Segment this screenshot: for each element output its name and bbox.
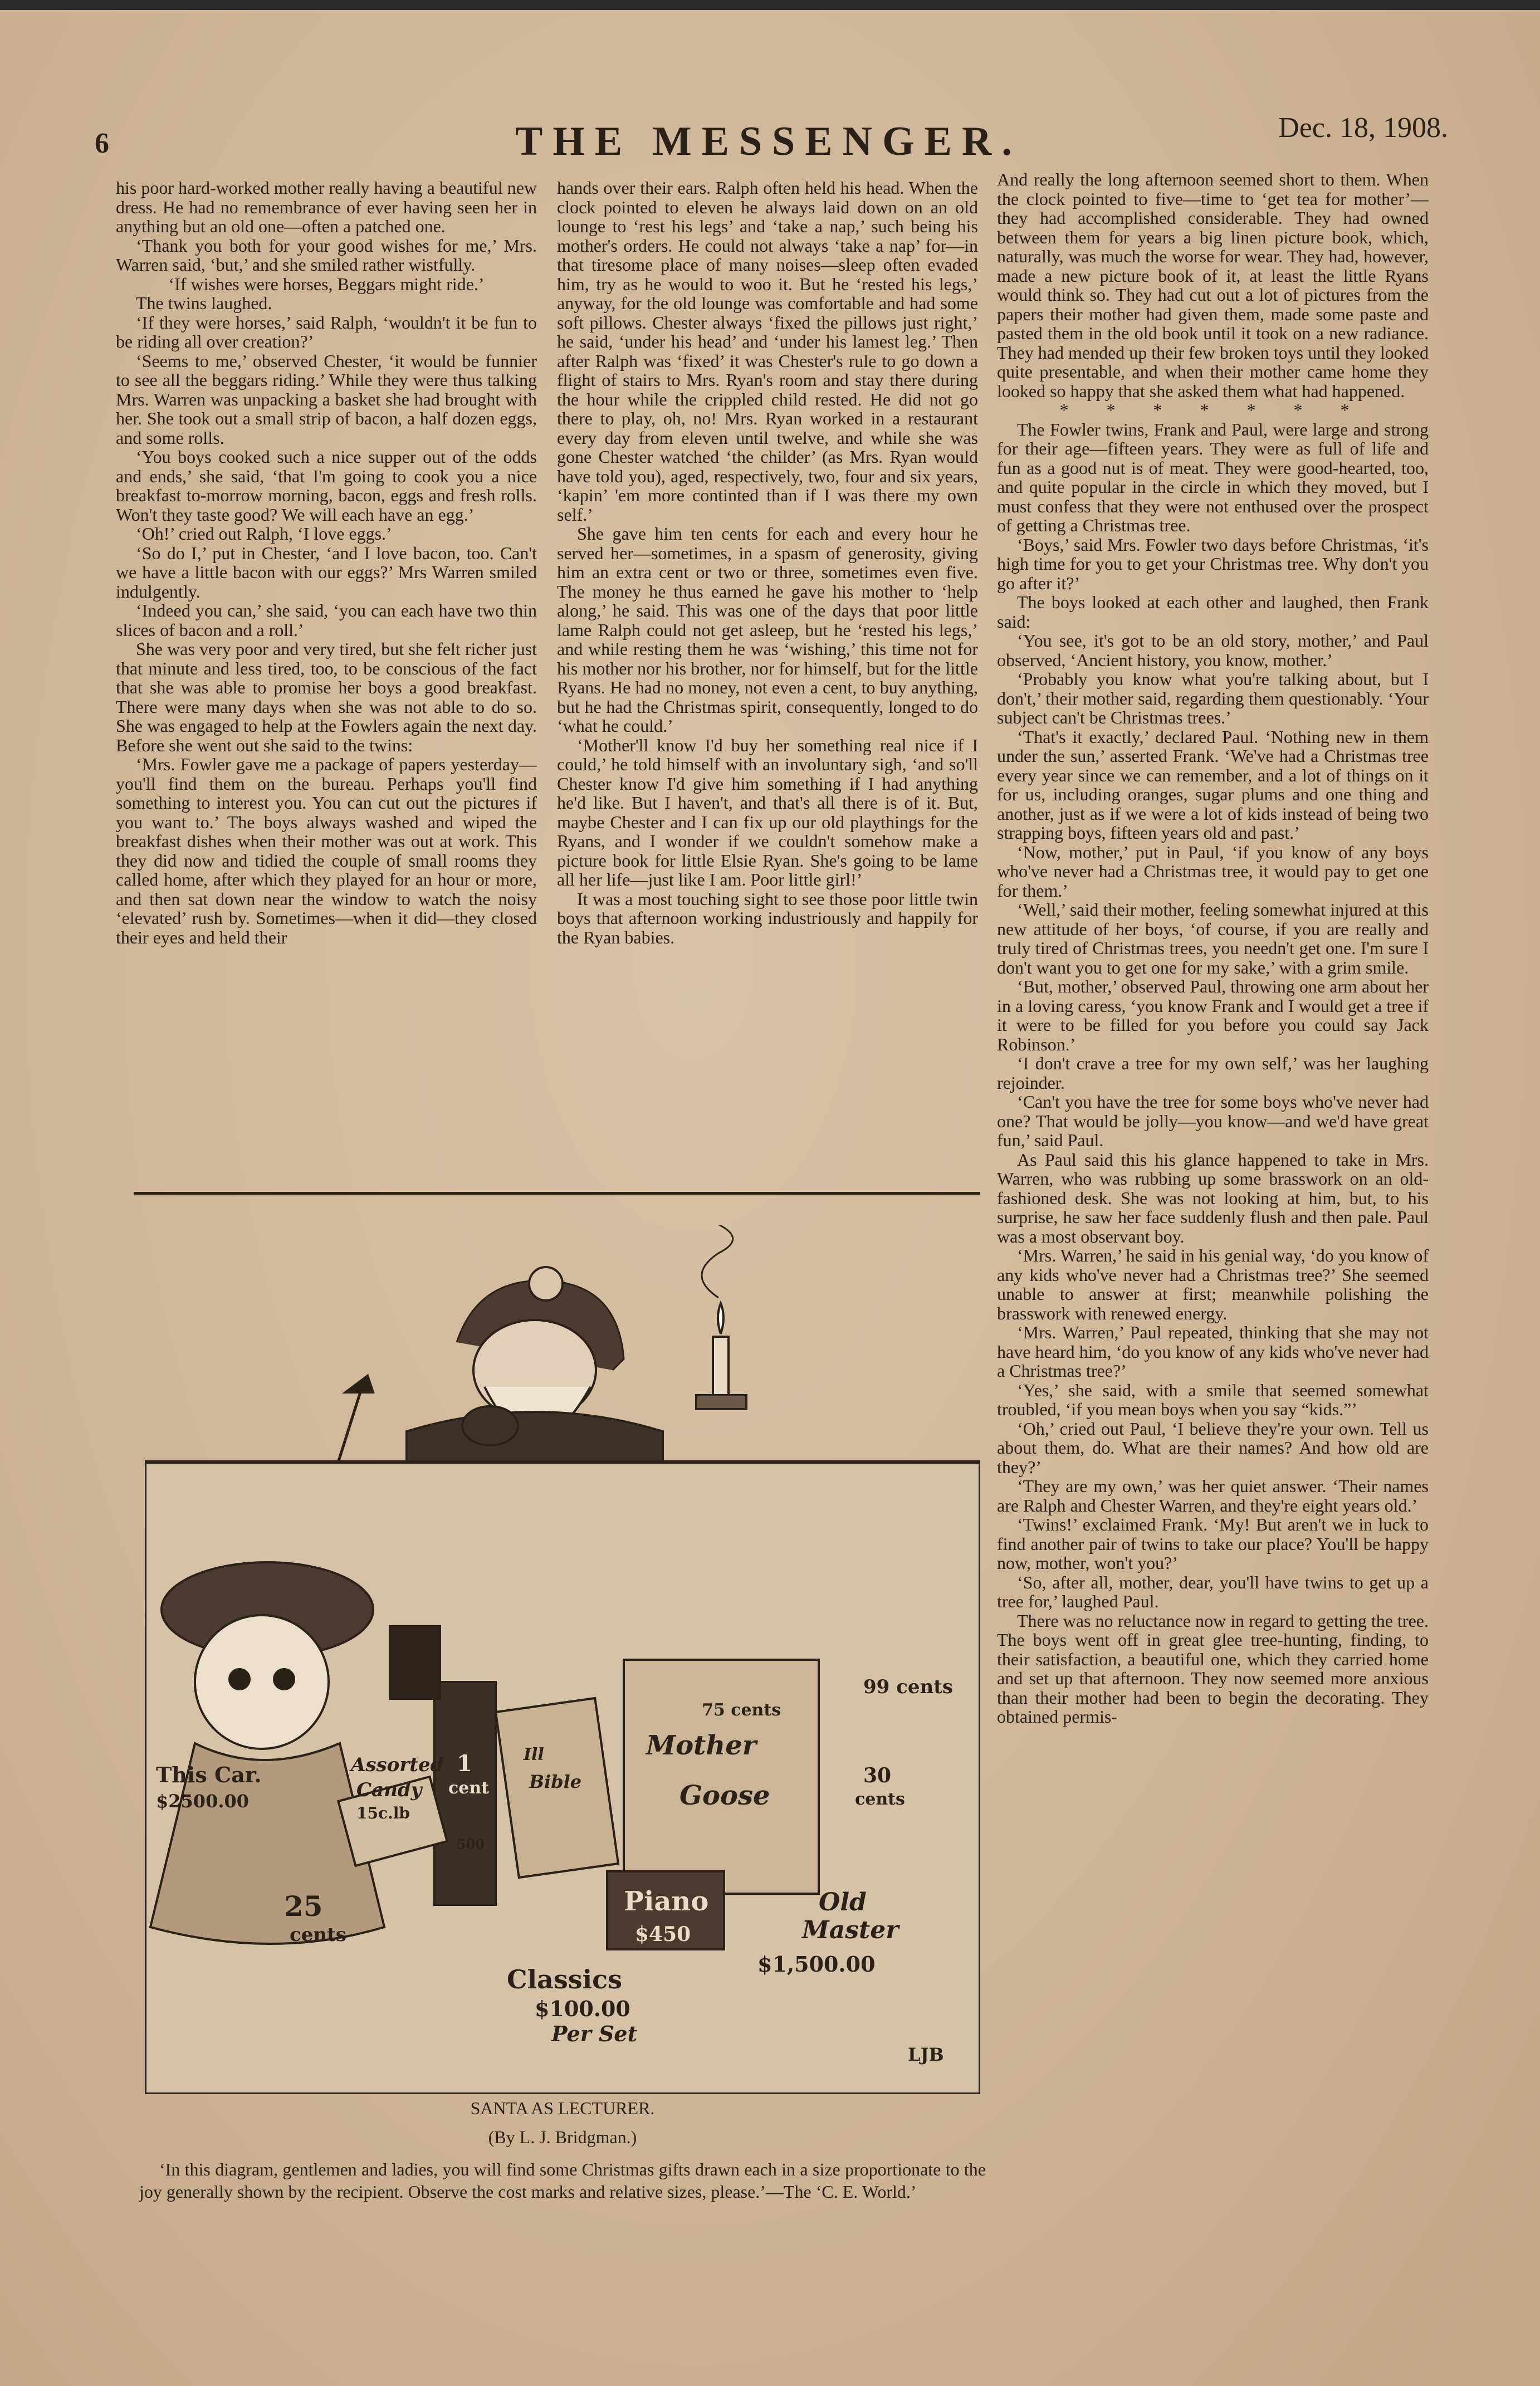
doll-eye-left bbox=[229, 1669, 250, 1689]
paragraph: The Fowler twins, Frank and Paul, were large and strong for their age—fifteen years. They were as full of life and fun as a good nut is of meat. They were good-hearted, too, and quite popular in the circle in which they moved, but I must confess that they were not enthused over the prospect of getting a Christmas tree. bbox=[997, 419, 1429, 535]
santa-hat-pom bbox=[529, 1267, 563, 1300]
paragraph: ‘Mrs. Fowler gave me a package of papers yesterday—you'll find them on the bureau. Perhaps you'll find something to interest you. You can cut out the pictures if you want to.’ The boys always washed and wiped the breakfast dishes when their mother was out at work. This they did now and tidied the couple of small rooms they called home, after which they played for an hour or more, and then sat down near the window to watch the noisy ‘elevated’ rush by. Sometimes—when it did—they closed their eyes and held their bbox=[116, 754, 537, 947]
tag-assorted: Assorted bbox=[351, 1754, 444, 1776]
paragraph: ‘But, mother,’ observed Paul, throwing one arm about her in a loving caress, ‘you know Frank and I would get a tree if it were to be filled for you before you could say Jack Robinson.’ bbox=[997, 976, 1429, 1054]
paragraph: hands over their ears. Ralph often held his head. When the clock pointed to eleven he always laid down on an old lounge to ‘rest his legs’ and ‘take a nap,’ such being his mother's orders. He could not always ‘take a nap’ for—in that tiresome place of many noises—sleep often evaded him, try as he would to woo it. But he ‘rested his legs,’ anyway, for the old lounge was comfortable and had some soft pillows. Chester always ‘fixed the pillows just right,’ he said, ‘under his head’ and ‘under his lamest leg.’ Then after Ralph was ‘fixed’ it was Chester's rule to go down a flight of stairs to Mrs. Ryan's room and stay there during the hour while the crippled child rested. He did not go there to play, oh, no! Mrs. Ryan worked in a restaurant every day from eleven until twelve, and while she was gone Chester watched ‘the childer’ (as Mrs. Ryan would have told you), aged, respectively, two, four and six years, ‘kapin’ 'em more continted than if I was there my own self.’ bbox=[557, 178, 978, 525]
tag-30: 30 bbox=[863, 1764, 892, 1787]
masthead-title: THE MESSENGER. bbox=[515, 119, 1022, 164]
tag-75: 75 cents bbox=[702, 1700, 781, 1720]
paragraph: ‘Well,’ said their mother, feeling somewhat injured at this new attitude of her boys, ‘of course, if you are really and truly tired of Christmas trees, you needn't get one. I'm sure I don't want you to get one for my sake,’ with a grim smile. bbox=[997, 899, 1429, 977]
smoke bbox=[702, 1225, 733, 1298]
doll-eye-right bbox=[274, 1669, 294, 1689]
tag-car: This Car. bbox=[156, 1762, 262, 1787]
paragraph: ‘If wishes were horses, Beggars might ride.’ bbox=[168, 273, 485, 294]
paragraph: The boys looked at each other and laughed, then Frank said: bbox=[997, 592, 1429, 632]
paragraph: ‘They are my own,’ was her quiet answer. ‘Their names are Ralph and Chester Warren, and they're eight years old.’ bbox=[997, 1476, 1429, 1515]
doll-face bbox=[195, 1615, 329, 1749]
paragraph: The twins laughed. bbox=[136, 293, 272, 313]
tag-classics: Classics bbox=[507, 1964, 623, 1994]
tag-30-cents: cents bbox=[855, 1790, 905, 1809]
paragraph: ‘Can't you have the tree for some boys who've never had one? That would be jolly—you know—and we'd have great fun,’ said Paul. bbox=[997, 1092, 1429, 1150]
tag-piano: Piano bbox=[624, 1886, 709, 1917]
tag-25-cents: cents bbox=[290, 1924, 346, 1946]
issue-date: Dec. 18, 1908. bbox=[1278, 112, 1448, 144]
tag-25: 25 bbox=[284, 1890, 323, 1923]
paragraph: ‘I don't crave a tree for my own self,’ was her laughing rejoinder. bbox=[997, 1053, 1429, 1093]
paragraph: ‘Twins!’ exclaimed Frank. ‘My! But aren't we in luck to find another pair of twins to take our place? You'll be happy now, mother, won't you?’ bbox=[997, 1514, 1429, 1573]
paragraph: ‘Boys,’ said Mrs. Fowler two days before Christmas, ‘it's high time for you to get your Christmas tree. Why don't you go after it?’ bbox=[997, 534, 1429, 593]
paragraph: ‘You see, it's got to be an old story, mother,’ and Paul observed, ‘Ancient history, you know, mother.’ bbox=[997, 630, 1429, 670]
section-rule bbox=[134, 1192, 980, 1195]
candle bbox=[713, 1337, 729, 1398]
tag-old: Old bbox=[819, 1888, 867, 1916]
paragraph: As Paul said this his glance happened to take in Mrs. Warren, who was rubbing up some brasswork on an old-fashioned desk. She was not looking at him, but, to his surprise, he saw her face suddenly flush and then pale. Paul was a most observant boy. bbox=[997, 1149, 1429, 1246]
paragraph: ‘If they were horses,’ said Ralph, ‘wouldn't it be fun to be riding all over creation?’ bbox=[116, 312, 537, 351]
paragraph: ‘So, after all, mother, dear, you'll have twins to get up a tree for,’ laughed Paul. bbox=[997, 1572, 1429, 1611]
tag-per-set: Per Set bbox=[551, 2021, 638, 2046]
artist-signature: LJB bbox=[908, 2044, 944, 2065]
toy-soldier bbox=[390, 1626, 440, 1699]
paragraph: * * * * * * * bbox=[1059, 400, 1366, 420]
tag-master-price: $1,500.00 bbox=[757, 1952, 876, 1977]
scan-edge bbox=[0, 0, 1540, 10]
santa-mitten bbox=[462, 1406, 518, 1445]
paragraph: his poor hard-worked mother really having a beautiful new dress. He had no remembrance of ever having seen her in anything but an old one—often a patched one. bbox=[116, 178, 537, 236]
column-2 bbox=[557, 178, 978, 1164]
santa-body bbox=[407, 1412, 663, 1465]
paragraph: ‘Mrs. Warren,’ he said in his genial way, ‘do you know of any kids who've never had a Christmas tree?’ She seemed unable to answer at first; meanwhile polishing the brasswork with renewed energy. bbox=[997, 1245, 1429, 1323]
tag-mother: Mother bbox=[646, 1730, 757, 1761]
tag-piano-price: $450 bbox=[635, 1923, 691, 1946]
paragraph: ‘Seems to me,’ observed Chester, ‘it would be funnier to see all the beggars riding.’ While they were thus talking Mrs. Warren was unpacking a basket she had brought with her. She took out a small strip of bacon, a half dozen eggs, and some rolls. bbox=[116, 350, 537, 448]
tag-bible: Bible bbox=[529, 1771, 582, 1792]
column-3 bbox=[997, 170, 1429, 2258]
tag-ill: Ill bbox=[524, 1745, 544, 1764]
paragraph: ‘So do I,’ put in Chester, ‘and I love bacon, too. Can't we have a little bacon with our eggs?’ Mrs Warren smiled indulgently. bbox=[116, 542, 537, 602]
paragraph: ‘Thank you both for your good wishes for me,’ Mrs. Warren said, ‘but,’ and she smiled rather wistfully. bbox=[116, 235, 537, 275]
tag-one: 1 bbox=[457, 1751, 472, 1777]
column-1 bbox=[116, 178, 537, 1164]
paragraph: ‘Indeed you can,’ she said, ‘you can each have two thin slices of bacon and a roll.’ bbox=[116, 600, 537, 640]
page-header bbox=[89, 111, 1448, 173]
tag-500: 500 bbox=[457, 1836, 485, 1852]
caption-title: SANTA AS LECTURER. bbox=[470, 2098, 655, 2118]
tag-classics-price: $100.00 bbox=[535, 1996, 630, 2021]
paragraph: ‘Now, mother,’ put in Paul, ‘if you know of any boys who've never had a Christmas tree, it would pay to get one for them.’ bbox=[997, 842, 1429, 901]
page-number: 6 bbox=[95, 128, 109, 159]
tag-99: 99 cents bbox=[863, 1676, 954, 1698]
paragraph: ‘That's it exactly,’ declared Paul. ‘Nothing new in them under the sun,’ asserted Frank. ‘We've had a Christmas tree every year since we can remember, and a lot of things on it for us, including oranges, sugar plums and one thing and another, just as if we were a lot of kids instead of being two strapping boys, fifteen years old and past.’ bbox=[997, 726, 1429, 843]
paragraph: ‘You boys cooked such a nice supper out of the odds and ends,’ she said, ‘that I'm going to cook you a nice breakfast to-morrow morning, bacon, eggs and fresh rolls. Won't they taste good? We will each have an egg.’ bbox=[116, 447, 537, 525]
paragraph: And really the long afternoon seemed short to them. When the clock pointed to five—time to ‘get tea for mother’—they had accomplished considerable. They had owned between them for years a big linen picture book, which, naturally, was much the worse for wear. They had, however, made a new picture book of it, at least the little Ryans would think so. They had cut out a lot of pictures from the papers their mother had given them, made some paste and pasted them in the old book until it took on a new radiance. They had mended up their few broken toys until they looked quite presentable, and when their mother came home they looked so happy that she asked them what had happened. bbox=[997, 170, 1429, 401]
holly-sprig bbox=[345, 1376, 373, 1392]
paragraph: She gave him ten cents for each and every hour he served her—sometimes, in a spasm of generosity, giving him an extra cent or two or three, sometimes even five. The money he thus earned he gave his mother to ‘help along,’ he said. This was one of the days that poor little lame Ralph could not get asleep, but he ‘rested his legs,’ and while resting them he was ‘wishing,’ this time not for his mother nor his brother, nor for himself, but for the little Ryans. He had no money, not even a cent, to buy anything, but he had the Christmas spirit, consequently, longed to do ‘what he could.’ bbox=[557, 524, 978, 736]
paragraph: It was a most touching sight to see those poor little twin boys that afternoon working industriously and happily for the Ryan babies. bbox=[557, 888, 978, 947]
paragraph: ‘Probably you know what you're talking about, but I don't,’ their mother said, regarding them questionably. ‘Your subject can't be Christmas trees.’ bbox=[997, 669, 1429, 727]
tag-goose: Goose bbox=[679, 1780, 770, 1811]
tag-car-price: $2500.00 bbox=[156, 1791, 249, 1812]
paragraph: ‘Oh!’ cried out Ralph, ‘I love eggs.’ bbox=[136, 524, 392, 544]
santa-cartoon-illustration bbox=[145, 1225, 980, 2094]
tag-master: Master bbox=[802, 1916, 899, 1944]
caption-byline: (By L. J. Bridgman.) bbox=[488, 2127, 637, 2147]
cartoon-caption bbox=[139, 2097, 986, 2203]
paragraph: ‘Mrs. Warren,’ Paul repeated, thinking that she may not have heard him, ‘do you know of any kids who've never had a Christmas tree?’ bbox=[997, 1322, 1429, 1381]
paragraph: ‘Yes,’ she said, with a smile that seemed somewhat troubled, ‘if you mean boys when you say “kids.”’ bbox=[997, 1380, 1429, 1419]
caption-quote: ‘In this diagram, gentlemen and ladies, you will find some Christmas gifts drawn each in a size proportionate to the joy generally shown by the recipient. Observe the cost marks and relative sizes, please.’—The ‘C. E. World.’ bbox=[139, 2159, 986, 2202]
tag-cent: cent bbox=[448, 1778, 490, 1798]
paragraph: ‘Mother'll know I'd buy her something real nice if I could,’ he told himself with an involuntary sigh, ‘and so'll Chester know I'd give him something if I had anything he'd like. But I haven't, and that's all there is of it. But, maybe Chester and I can fix up our old playthings for the Ryans, and I wonder if we couldn't somehow make a picture book for little Elsie Ryan. She's going to be lame all her life—just like I am. Poor little girl!’ bbox=[557, 735, 978, 889]
candle-holder bbox=[696, 1395, 746, 1409]
paragraph: She was very poor and very tired, but she felt richer just that minute and less tired, too, to be conscious of the fact that she was able to promise her boys a good breakfast. There were many days when she was not able to do so. She was engaged to help at the Fowlers again the next day. Before she went out she said to the twins: bbox=[116, 639, 537, 755]
candle-flame bbox=[718, 1303, 723, 1334]
tag-candy: Candy bbox=[356, 1779, 422, 1801]
paragraph: ‘Oh,’ cried out Paul, ‘I believe they're your own. Tell us about them, do. What are their names? And how old are they?’ bbox=[997, 1418, 1429, 1477]
tag-candy-price: 15c.lb bbox=[356, 1804, 410, 1822]
mother-goose-book bbox=[624, 1660, 819, 1894]
paragraph: There was no reluctance now in regard to getting the tree. The boys went off in great glee tree-hunting, finding, to their satisfaction, a beautiful one, which they carried home and set up that afternoon. They now seemed more anxious than their mother had been to begin the decorating. They obtained permis- bbox=[997, 1610, 1429, 1727]
